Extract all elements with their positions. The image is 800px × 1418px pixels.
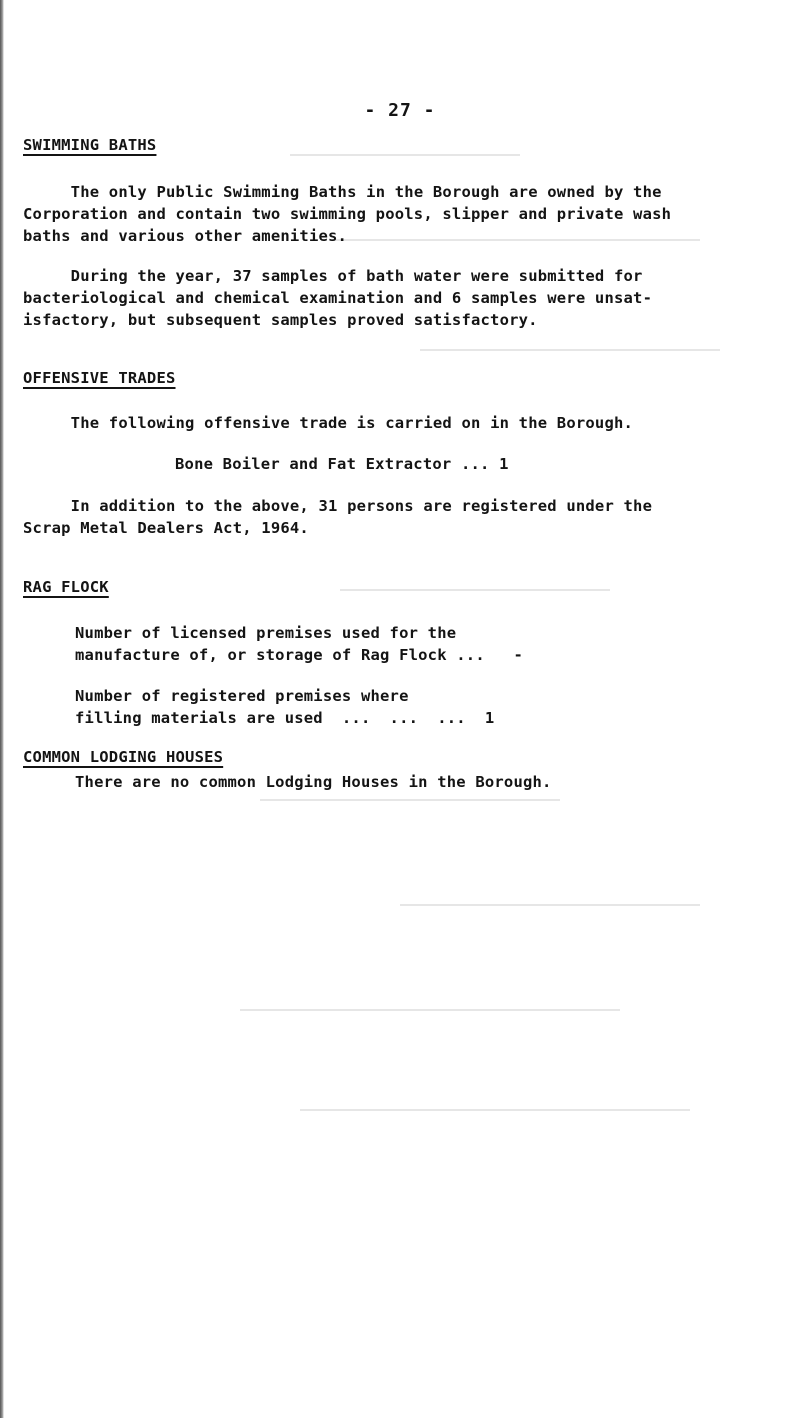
page-number: - 27 - xyxy=(364,100,436,121)
section-heading-offensive-trades: OFFENSIVE TRADES xyxy=(23,369,176,387)
page-edge-shadow xyxy=(0,0,4,1418)
text-line: isfactory, but subsequent samples proved satisfactory. xyxy=(23,311,538,329)
section-heading-rag-flock: RAG FLOCK xyxy=(23,578,109,596)
section-heading-common-lodging-houses: COMMON LODGING HOUSES xyxy=(23,748,224,766)
text-line: During the year, 37 samples of bath water were submitted for xyxy=(23,267,643,285)
offensive-intro: The following offensive trade is carried on in the Borough. xyxy=(23,414,634,432)
rag-flock-item-2-line-2: filling materials are used ... ... ... 1 xyxy=(75,709,495,727)
rag-flock-item-1-line-2: manufacture of, or storage of Rag Flock ... - xyxy=(75,646,523,664)
text-line: bacteriological and chemical examination and 6 samples were unsat- xyxy=(23,289,653,307)
text-line: baths and various other amenities. xyxy=(23,227,348,245)
offensive-paragraph xyxy=(23,495,783,539)
text-line: Scrap Metal Dealers Act, 1964. xyxy=(23,519,309,537)
text-line: In addition to the above, 31 persons are registered under the xyxy=(23,497,653,515)
rag-flock-item-2-line-1: Number of registered premises where xyxy=(75,687,409,705)
text-line: The only Public Swimming Baths in the Borough are owned by the xyxy=(23,183,662,201)
text-line: Corporation and contain two swimming pools, slipper and private wash xyxy=(23,205,672,223)
swimming-paragraph-1 xyxy=(23,181,783,247)
swimming-paragraph-2 xyxy=(23,265,783,331)
offensive-trade-item: Bone Boiler and Fat Extractor ... 1 xyxy=(175,455,509,473)
lodging-text: There are no common Lodging Houses in the Borough. xyxy=(75,773,552,791)
rag-flock-item-1-line-1: Number of licensed premises used for the xyxy=(75,624,457,642)
section-heading-swimming-baths: SWIMMING BATHS xyxy=(23,136,157,154)
